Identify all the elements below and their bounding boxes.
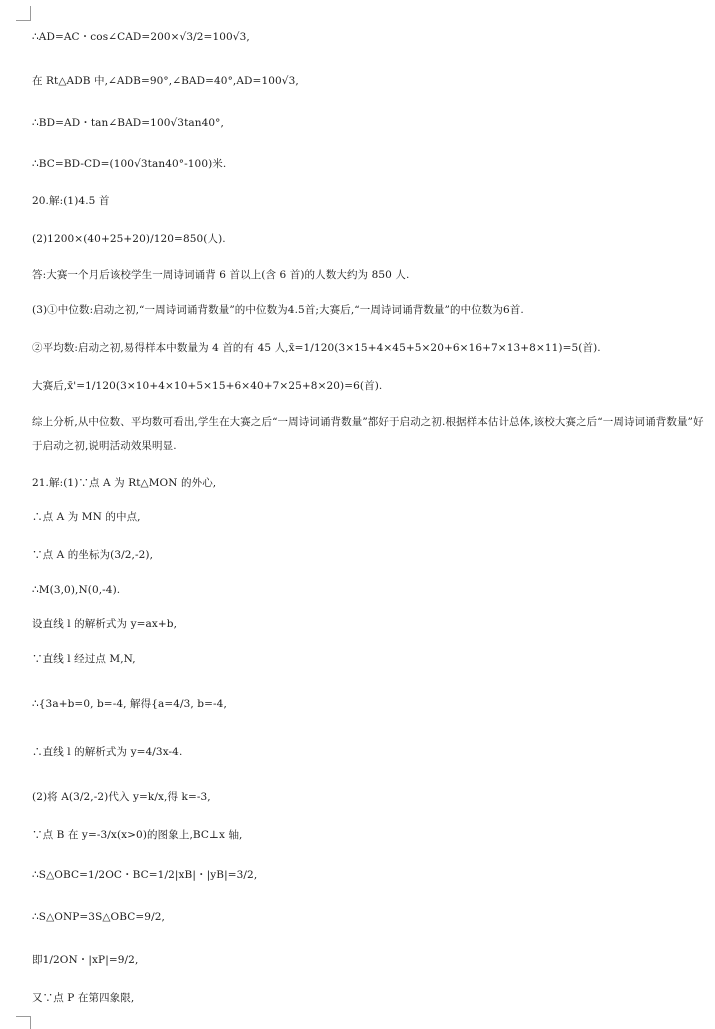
solution-line-5: 20.解:(1)4.5 首 [32, 195, 110, 207]
solution-line-23: ∴S△ONP=3S△OBC=9/2, [32, 911, 165, 923]
solution-paragraph-11: 综上分析,从中位数、平均数可看出,学生在大赛之后“一周诗词诵背数量”都好于启动之初.根据样本估计总体,该校大赛之后“一周诗词诵背数量”好于启动之初,说明活动效果明显. [32, 416, 704, 452]
solution-line-25: 又∵点 P 在第四象限, [32, 992, 135, 1004]
solution-line-22: ∴S△OBC=1/2OC・BC=1/2|xB|・|yB|=3/2, [32, 869, 258, 881]
solution-line-4: ∴BC=BD-CD=(100√3tan40°-100)米. [32, 158, 227, 170]
solution-line-20: (2)将 A(3/2,-2)代入 y=k/x,得 k=-3, [32, 791, 211, 803]
corner-mark-top-left [16, 6, 31, 21]
solution-line-15: ∴M(3,0),N(0,-4). [32, 584, 121, 596]
solution-line-24: 即1/2ON・|xP|=9/2, [32, 954, 139, 966]
solution-line-16: 设直线 l 的解析式为 y=ax+b, [32, 618, 178, 630]
solution-line-6: (2)1200×(40+25+20)/120=850(人). [32, 233, 226, 245]
solution-line-10: 大赛后,x̄'=1/120(3×10+4×10+5×15+6×40+7×25+8×20)=6(首). [32, 380, 383, 392]
solution-line-2: 在 Rt△ADB 中,∠ADB=90°,∠BAD=40°,AD=100√3, [32, 75, 299, 87]
solution-line-3: ∴BD=AD・tan∠BAD=100√3tan40°, [32, 117, 224, 129]
solution-line-1: ∴AD=AC・cos∠CAD=200×√3/2=100√3, [32, 31, 250, 43]
solution-line-18: ∴{3a+b=0, b=-4, 解得{a=4/3, b=-4, [32, 698, 227, 710]
solution-line-13: ∴点 A 为 MN 的中点, [32, 511, 141, 523]
corner-mark-bottom-left [16, 1016, 31, 1029]
solution-line-17: ∵直线 l 经过点 M,N, [32, 653, 136, 665]
solution-line-8: (3)①中位数:启动之初,“一周诗词诵背数量”的中位数为4.5首;大赛后,“一周诗词诵背数量”的中位数为6首. [32, 304, 524, 316]
solution-line-14: ∵点 A 的坐标为(3/2,-2), [32, 549, 154, 561]
solution-line-21: ∵点 B 在 y=-3/x(x>0)的图象上,BC⊥x 轴, [32, 829, 243, 841]
solution-line-19: ∴直线 l 的解析式为 y=4/3x-4. [32, 746, 183, 758]
solution-line-9: ②平均数:启动之初,易得样本中数量为 4 首的有 45 人,x̄=1/120(3×15+4×45+5×20+6×16+7×13+8×11)=5(首). [32, 342, 601, 354]
solution-line-7: 答:大赛一个月后该校学生一周诗词诵背 6 首以上(含 6 首)的人数大约为 850 人. [32, 269, 410, 281]
solution-line-12: 21.解:(1)∵点 A 为 Rt△MON 的外心, [32, 477, 217, 489]
